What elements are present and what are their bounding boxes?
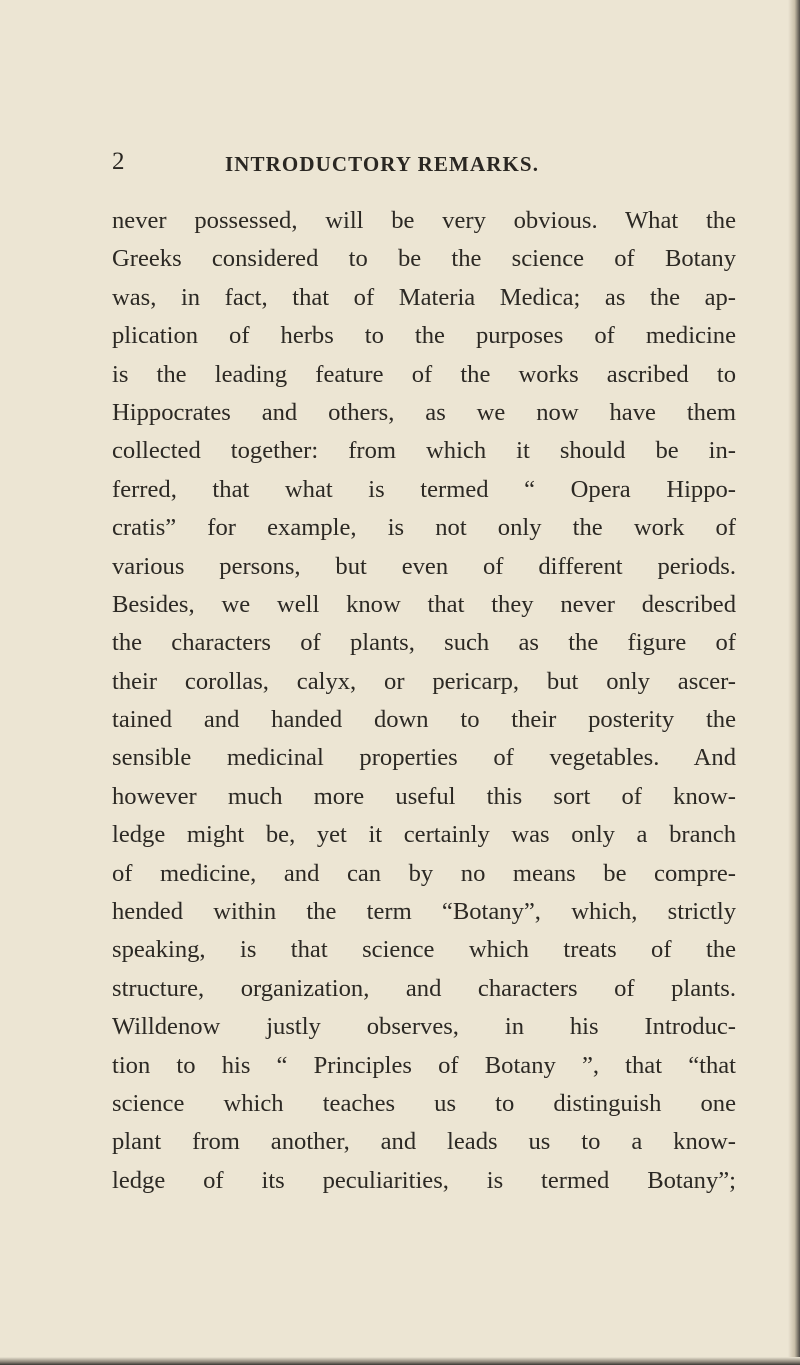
page-bottom-edge-shadow — [0, 1357, 800, 1365]
running-title: INTRODUCTORY REMARKS. — [225, 152, 540, 176]
text-line: various persons, but even of different periods. — [112, 552, 736, 580]
text-line: science which teaches us to distinguish one — [112, 1089, 736, 1117]
page-right-edge-shadow — [788, 0, 800, 1365]
text-line: plant from another, and leads us to a know- — [112, 1128, 736, 1156]
body-text — [112, 202, 736, 1200]
text-line: never possessed, will be very obvious. What the — [112, 207, 736, 234]
page-header — [112, 147, 732, 177]
text-line: Greeks considered to be the science of Botany — [112, 245, 736, 273]
text-line: however much more useful this sort of know- — [112, 782, 736, 810]
text-line: collected together: from which it should be in- — [112, 437, 736, 465]
text-line: plication of herbs to the purposes of medicine — [112, 322, 736, 350]
text-line: cratis” for example, is not only the work of — [112, 514, 736, 542]
text-line: tained and handed down to their posterity the — [112, 706, 736, 734]
page-number: 2 — [112, 148, 125, 175]
text-line: hended within the term “Botany”, which, strictly — [112, 898, 736, 926]
text-line: sensible medicinal properties of vegetables. And — [112, 744, 736, 772]
text-line: Besides, we well know that they never described — [112, 590, 736, 618]
text-line: ledge of its peculiarities, is termed Botany”; — [112, 1166, 736, 1194]
text-line: ferred, that what is termed “ Opera Hippo- — [112, 475, 736, 503]
text-line: was, in fact, that of Materia Medica; as the ap- — [112, 283, 736, 311]
text-line: is the leading feature of the works ascribed to — [112, 360, 736, 388]
text-line: their corollas, calyx, or pericarp, but only ascer- — [112, 667, 736, 695]
text-line: speaking, is that science which treats of the — [112, 936, 736, 964]
text-line: ledge might be, yet it certainly was only a branch — [112, 821, 736, 849]
text-line: the characters of plants, such as the figure of — [112, 629, 736, 657]
text-line: Hippocrates and others, as we now have them — [112, 398, 736, 426]
text-line: Willdenow justly observes, in his Introduc- — [112, 1013, 736, 1041]
text-line: tion to his “ Principles of Botany ”, that “that — [112, 1051, 736, 1079]
text-line: structure, organization, and characters of plants. — [112, 974, 736, 1002]
text-line: of medicine, and can by no means be compre- — [112, 859, 736, 887]
